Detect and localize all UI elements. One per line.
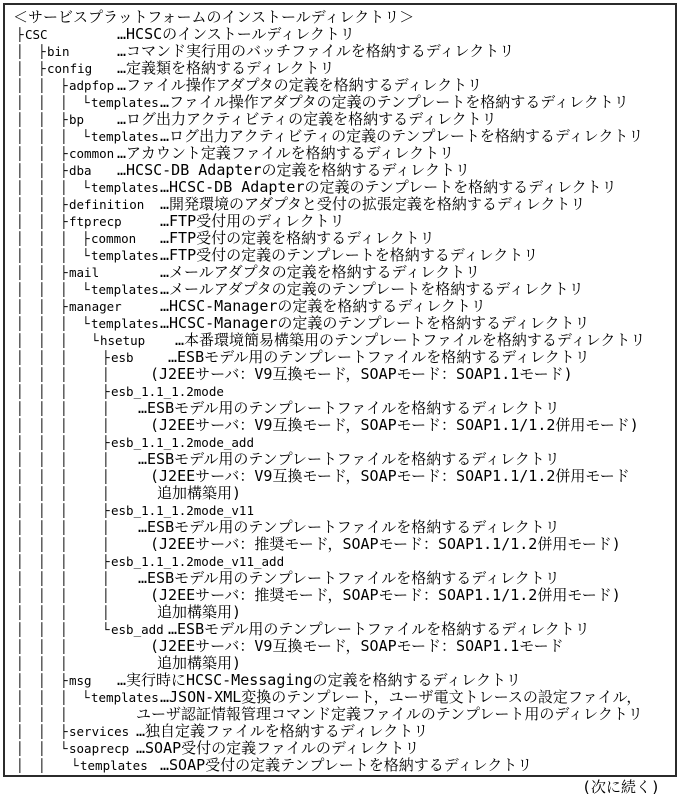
- tree-pipe-icon: │: [60, 690, 68, 705]
- tree-line: [5, 536, 673, 553]
- tree-pipe-icon: │: [38, 248, 46, 263]
- tree-pipe-icon: │: [16, 112, 24, 127]
- tree-pipe-icon: │: [60, 622, 68, 637]
- tree-line: [5, 332, 673, 349]
- directory-description: …HCSC-Managerの定義を格納するディレクトリ: [160, 297, 486, 315]
- tree-pipe-icon: │: [16, 452, 24, 467]
- tree-pipe-icon: │: [38, 741, 46, 756]
- tree-line: [5, 519, 673, 536]
- tree-corner-icon: └: [82, 180, 90, 195]
- directory-description: …本番環境簡易構築用のテンプレートファイルを格納するディレクトリ: [175, 331, 646, 349]
- directory-description: (J2EEサーバ：V9互換モード，SOAPモード：SOAP1.1モード): [150, 365, 573, 383]
- tree-pipe-icon: │: [60, 571, 68, 586]
- tree-pipe-icon: │: [38, 95, 46, 110]
- tree-pipe-icon: │: [102, 605, 110, 620]
- tree-branch-icon: ├: [60, 724, 68, 739]
- tree-pipe-icon: │: [38, 452, 46, 467]
- tree-line: [5, 26, 673, 43]
- page-title: ＜サービスプラットフォームのインストールディレクトリ＞: [13, 8, 415, 26]
- tree-branch-icon: ├: [60, 265, 68, 280]
- directory-name: esb_1.1_1.2mode_add: [111, 435, 254, 450]
- tree-pipe-icon: │: [38, 265, 46, 280]
- directory-description: (J2EEサーバ：推奨モード，SOAPモード：SOAP1.1/1.2併用モード): [150, 586, 621, 604]
- directory-description: …ファイル操作アダプタの定義のテンプレートを格納するディレクトリ: [160, 93, 629, 111]
- tree-line: [5, 604, 673, 621]
- tree-pipe-icon: │: [102, 588, 110, 603]
- tree-pipe-icon: │: [38, 418, 46, 433]
- directory-description: (J2EEサーバ：V9互換モード，SOAPモード：SOAP1.1モード: [150, 637, 564, 655]
- tree-pipe-icon: │: [16, 503, 24, 518]
- directory-description: (J2EEサーバ：推奨モード，SOAPモード：SOAP1.1/1.2併用モード): [150, 535, 621, 553]
- tree-pipe-icon: │: [16, 469, 24, 484]
- directory-description: …HCSC-DB Adapterの定義のテンプレートを格納するディレクトリ: [160, 178, 617, 196]
- tree-pipe-icon: │: [38, 503, 46, 518]
- tree-pipe-icon: │: [38, 707, 46, 722]
- tree-pipe-icon: │: [16, 758, 24, 773]
- tree-pipe-icon: │: [16, 129, 24, 144]
- tree-line: [5, 502, 673, 519]
- tree-line: [5, 400, 673, 417]
- tree-line: [5, 570, 673, 587]
- tree-pipe-icon: │: [38, 639, 46, 654]
- tree-pipe-icon: │: [38, 112, 46, 127]
- tree-branch-icon: ├: [60, 78, 68, 93]
- directory-name: bp: [69, 112, 85, 127]
- tree-pipe-icon: │: [16, 384, 24, 399]
- tree-pipe-icon: │: [60, 452, 68, 467]
- tree-pipe-icon: │: [38, 146, 46, 161]
- tree-pipe-icon: │: [16, 44, 24, 59]
- directory-description: …HCSC-Managerの定義のテンプレートを格納するディレクトリ: [160, 314, 590, 332]
- tree-line: [5, 706, 673, 723]
- directory-description: …独自定義ファイルを格納するディレクトリ: [136, 722, 429, 740]
- directory-name: templates: [91, 690, 159, 705]
- tree-pipe-icon: │: [60, 707, 68, 722]
- tree-pipe-icon: │: [16, 265, 24, 280]
- directory-name: hsetup: [100, 333, 146, 348]
- tree-pipe-icon: │: [16, 299, 24, 314]
- tree-pipe-icon: │: [38, 520, 46, 535]
- directory-description: …ESBモデル用のテンプレートファイルを格納するディレクトリ: [168, 348, 590, 366]
- tree-pipe-icon: │: [60, 520, 68, 535]
- tree-pipe-icon: │: [38, 197, 46, 212]
- directory-name: esb_1.1_1.2mode: [111, 384, 224, 399]
- directory-description: ユーザ認証情報管理コマンド定義ファイルのテンプレート用のディレクトリ: [136, 705, 643, 723]
- tree-line: [5, 145, 673, 162]
- tree-line: [5, 417, 673, 434]
- directory-description: …HCSC-DB Adapterの定義を格納するディレクトリ: [117, 161, 470, 179]
- directory-name: mail: [69, 265, 100, 280]
- directory-name: esb_1.1_1.2mode_v11_add: [111, 554, 285, 569]
- tree-pipe-icon: │: [38, 401, 46, 416]
- tree-pipe-icon: │: [38, 690, 46, 705]
- tree-pipe-icon: │: [16, 741, 24, 756]
- directory-description: …HCSCのインストールディレクトリ: [117, 25, 355, 43]
- tree-corner-icon: └: [102, 622, 110, 637]
- directory-name: manager: [69, 299, 122, 314]
- tree-pipe-icon: │: [16, 248, 24, 263]
- directory-description: …FTP受付の定義のテンプレートを格納するディレクトリ: [160, 246, 539, 264]
- tree-branch-icon: ├: [102, 435, 110, 450]
- tree-branch-icon: ├: [60, 214, 68, 229]
- tree-pipe-icon: │: [16, 367, 24, 382]
- directory-description: …SOAP受付の定義ファイルのディレクトリ: [136, 739, 420, 757]
- directory-description: (J2EEサーバ：V9互換モード，SOAPモード：SOAP1.1/1.2併用モード: [150, 467, 630, 485]
- tree-branch-icon: ├: [102, 554, 110, 569]
- tree-pipe-icon: │: [38, 622, 46, 637]
- tree-pipe-icon: │: [102, 520, 110, 535]
- tree-line: [5, 162, 673, 179]
- tree-line: [5, 43, 673, 60]
- tree-pipe-icon: │: [16, 282, 24, 297]
- tree-line: [5, 349, 673, 366]
- tree-pipe-icon: │: [16, 197, 24, 212]
- directory-description: …JSON-XML変換のテンプレート，ユーザ電文トレースの設定ファイル，: [160, 688, 642, 706]
- directory-description: …定義類を格納するディレクトリ: [117, 59, 335, 77]
- tree-pipe-icon: │: [16, 435, 24, 450]
- tree-pipe-icon: │: [60, 248, 68, 263]
- tree-branch-icon: ├: [60, 197, 68, 212]
- tree-line: [5, 740, 673, 757]
- tree-branch-icon: ├: [60, 163, 68, 178]
- tree-pipe-icon: │: [38, 435, 46, 450]
- directory-name: config: [47, 61, 93, 76]
- tree-pipe-icon: │: [16, 350, 24, 365]
- tree-line: [5, 366, 673, 383]
- directory-name: esb_add: [111, 622, 164, 637]
- tree-line: [5, 128, 673, 145]
- tree-pipe-icon: │: [16, 316, 24, 331]
- tree-corner-icon: └: [82, 316, 90, 331]
- tree-branch-icon: ├: [60, 112, 68, 127]
- tree-pipe-icon: │: [16, 61, 24, 76]
- tree-line: [5, 689, 673, 706]
- tree-branch-icon: ├: [102, 384, 110, 399]
- tree-branch-icon: ├: [82, 231, 90, 246]
- tree-pipe-icon: │: [60, 503, 68, 518]
- tree-pipe-icon: │: [60, 639, 68, 654]
- directory-description: …コマンド実行用のバッチファイルを格納するディレクトリ: [117, 42, 515, 60]
- tree-pipe-icon: │: [38, 231, 46, 246]
- directory-name: esb: [111, 350, 134, 365]
- tree-pipe-icon: │: [38, 78, 46, 93]
- tree-line: [5, 298, 673, 315]
- directory-description: …メールアダプタの定義のテンプレートを格納するディレクトリ: [160, 280, 584, 298]
- directory-name: bin: [47, 44, 70, 59]
- directory-description: …SOAP受付の定義テンプレートを格納するディレクトリ: [160, 756, 533, 774]
- directory-description: …開発環境のアダプタと受付の拡張定義を格納するディレクトリ: [160, 195, 586, 213]
- tree-line: [5, 213, 673, 230]
- tree-pipe-icon: │: [38, 333, 46, 348]
- directory-description: …ESBモデル用のテンプレートファイルを格納するディレクトリ: [138, 518, 560, 536]
- tree-pipe-icon: │: [60, 316, 68, 331]
- tree-corner-icon: └: [60, 741, 68, 756]
- tree-pipe-icon: │: [16, 401, 24, 416]
- tree-corner-icon: └: [82, 690, 90, 705]
- tree-pipe-icon: │: [60, 554, 68, 569]
- directory-name: soaprecp: [69, 741, 130, 756]
- directory-name: dba: [69, 163, 92, 178]
- tree-pipe-icon: │: [102, 367, 110, 382]
- directory-description: …FTP受付の定義を格納するディレクトリ: [160, 229, 435, 247]
- tree-pipe-icon: │: [60, 231, 68, 246]
- directory-description: …ESBモデル用のテンプレートファイルを格納するディレクトリ: [168, 620, 590, 638]
- tree-line: [5, 655, 673, 672]
- directory-description: 追加構築用): [157, 484, 242, 502]
- tree-pipe-icon: │: [38, 214, 46, 229]
- tree-pipe-icon: │: [60, 537, 68, 552]
- tree-line: [5, 553, 673, 570]
- tree-branch-icon: ├: [60, 673, 68, 688]
- tree-pipe-icon: │: [16, 571, 24, 586]
- tree-pipe-icon: │: [38, 605, 46, 620]
- tree-pipe-icon: │: [38, 588, 46, 603]
- directory-description: …ESBモデル用のテンプレートファイルを格納するディレクトリ: [138, 450, 560, 468]
- tree-pipe-icon: │: [38, 163, 46, 178]
- tree-line: [5, 230, 673, 247]
- tree-pipe-icon: │: [38, 350, 46, 365]
- tree-line: [5, 196, 673, 213]
- tree-line: [5, 672, 673, 689]
- tree-pipe-icon: │: [102, 537, 110, 552]
- tree-line: [5, 179, 673, 196]
- tree-pipe-icon: │: [16, 673, 24, 688]
- tree-pipe-icon: │: [60, 401, 68, 416]
- tree-line: [5, 264, 673, 281]
- tree-pipe-icon: │: [16, 95, 24, 110]
- tree-pipe-icon: │: [60, 95, 68, 110]
- tree-line: [5, 468, 673, 485]
- tree-pipe-icon: │: [102, 401, 110, 416]
- tree-pipe-icon: │: [38, 367, 46, 382]
- tree-pipe-icon: │: [16, 690, 24, 705]
- tree-line: [5, 315, 673, 332]
- directory-description: …ESBモデル用のテンプレートファイルを格納するディレクトリ: [138, 399, 560, 417]
- tree-pipe-icon: │: [16, 333, 24, 348]
- tree-branch-icon: ├: [102, 503, 110, 518]
- tree-line: [5, 94, 673, 111]
- tree-pipe-icon: │: [60, 588, 68, 603]
- tree-pipe-icon: │: [16, 554, 24, 569]
- tree-pipe-icon: │: [38, 724, 46, 739]
- tree-line: [5, 111, 673, 128]
- directory-description: …ファイル操作アダプタの定義を格納するディレクトリ: [117, 76, 483, 94]
- directory-name: ftprecp: [69, 214, 122, 229]
- directory-name: common: [91, 231, 137, 246]
- tree-pipe-icon: │: [102, 418, 110, 433]
- tree-corner-icon: └: [91, 333, 99, 348]
- continued-next-note: (次に続く): [581, 778, 660, 796]
- tree-pipe-icon: │: [38, 469, 46, 484]
- directory-name: templates: [91, 248, 159, 263]
- directory-name: services: [69, 724, 130, 739]
- tree-pipe-icon: │: [102, 469, 110, 484]
- directory-description: …ログ出力アクティビティの定義を格納するディレクトリ: [117, 110, 497, 128]
- directory-description: …アカウント定義ファイルを格納するディレクトリ: [117, 144, 455, 162]
- tree-branch-icon: ├: [102, 350, 110, 365]
- tree-pipe-icon: │: [102, 571, 110, 586]
- tree-pipe-icon: │: [60, 129, 68, 144]
- tree-line: [5, 587, 673, 604]
- tree-pipe-icon: │: [16, 231, 24, 246]
- tree-pipe-icon: │: [16, 639, 24, 654]
- tree-pipe-icon: │: [60, 656, 68, 671]
- tree-pipe-icon: │: [38, 316, 46, 331]
- directory-description: …ESBモデル用のテンプレートファイルを格納するディレクトリ: [138, 569, 560, 587]
- tree-pipe-icon: │: [16, 605, 24, 620]
- tree-pipe-icon: │: [38, 486, 46, 501]
- directory-name: templates: [91, 129, 159, 144]
- tree-branch-icon: ├: [16, 27, 24, 42]
- directory-name: templates: [91, 282, 159, 297]
- tree-pipe-icon: │: [102, 452, 110, 467]
- tree-pipe-icon: │: [16, 520, 24, 535]
- tree-pipe-icon: │: [60, 486, 68, 501]
- tree-pipe-icon: │: [60, 469, 68, 484]
- tree-pipe-icon: │: [38, 299, 46, 314]
- tree-corner-icon: └: [82, 129, 90, 144]
- tree-pipe-icon: │: [16, 537, 24, 552]
- tree-pipe-icon: │: [60, 333, 68, 348]
- directory-name: esb_1.1_1.2mode_v11: [111, 503, 254, 518]
- tree-pipe-icon: │: [60, 367, 68, 382]
- directory-description: 追加構築用): [157, 603, 242, 621]
- tree-corner-icon: └: [82, 248, 90, 263]
- directory-description: …ログ出力アクティビティの定義のテンプレートを格納するディレクトリ: [160, 127, 644, 145]
- tree-pipe-icon: │: [38, 180, 46, 195]
- directory-description: (J2EEサーバ：V9互換モード，SOAPモード：SOAP1.1/1.2併用モード): [150, 416, 639, 434]
- directory-name: msg: [69, 673, 92, 688]
- tree-line: [5, 723, 673, 740]
- tree-pipe-icon: │: [16, 146, 24, 161]
- tree-line: [5, 621, 673, 638]
- tree-pipe-icon: │: [102, 486, 110, 501]
- directory-tree-panel: [3, 3, 677, 777]
- directory-name: templates: [91, 180, 159, 195]
- directory-name: common: [69, 146, 115, 161]
- tree-pipe-icon: │: [60, 435, 68, 450]
- tree-pipe-icon: │: [60, 282, 68, 297]
- tree-line: [5, 434, 673, 451]
- tree-corner-icon: └: [82, 95, 90, 110]
- directory-description: …FTP受付用のディレクトリ: [160, 212, 345, 230]
- tree-branch-icon: ├: [60, 146, 68, 161]
- tree-pipe-icon: │: [16, 486, 24, 501]
- tree-pipe-icon: │: [60, 350, 68, 365]
- tree-pipe-icon: │: [60, 418, 68, 433]
- tree-pipe-icon: │: [38, 384, 46, 399]
- tree-pipe-icon: │: [38, 656, 46, 671]
- tree-corner-icon: └: [82, 282, 90, 297]
- tree-line: [5, 485, 673, 502]
- tree-line: [5, 60, 673, 77]
- tree-line: [5, 77, 673, 94]
- tree-line: [5, 247, 673, 264]
- directory-name: templates: [91, 95, 159, 110]
- tree-branch-icon: ├: [38, 61, 46, 76]
- tree-pipe-icon: │: [16, 724, 24, 739]
- directory-description: 追加構築用): [157, 654, 242, 672]
- tree-line: [5, 383, 673, 400]
- tree-pipe-icon: │: [16, 707, 24, 722]
- tree-pipe-icon: │: [16, 78, 24, 93]
- tree-branch-icon: ├: [60, 299, 68, 314]
- tree-pipe-icon: │: [38, 758, 46, 773]
- tree-pipe-icon: │: [16, 180, 24, 195]
- directory-name: definition: [69, 197, 145, 212]
- tree-line: [5, 451, 673, 468]
- tree-pipe-icon: │: [16, 214, 24, 229]
- tree-pipe-icon: │: [16, 656, 24, 671]
- tree-pipe-icon: │: [16, 163, 24, 178]
- directory-name: templates: [91, 316, 159, 331]
- tree-pipe-icon: │: [60, 605, 68, 620]
- directory-name: adpfop: [69, 78, 115, 93]
- tree-pipe-icon: │: [38, 282, 46, 297]
- tree-pipe-icon: │: [16, 622, 24, 637]
- tree-pipe-icon: │: [38, 537, 46, 552]
- directory-description: …実行時にHCSC-Messagingの定義を格納するディレクトリ: [117, 671, 521, 689]
- tree-pipe-icon: │: [38, 673, 46, 688]
- tree-corner-icon: └: [71, 758, 79, 773]
- directory-name: templates: [80, 758, 148, 773]
- directory-name: CSC: [25, 27, 48, 42]
- tree-line: [5, 757, 673, 774]
- tree-pipe-icon: │: [38, 571, 46, 586]
- directory-description: …メールアダプタの定義を格納するディレクトリ: [160, 263, 481, 281]
- tree-pipe-icon: │: [38, 129, 46, 144]
- tree-pipe-icon: │: [16, 418, 24, 433]
- tree-pipe-icon: │: [16, 588, 24, 603]
- tree-pipe-icon: │: [60, 384, 68, 399]
- tree-branch-icon: ├: [38, 44, 46, 59]
- tree-line: [5, 638, 673, 655]
- tree-pipe-icon: │: [60, 180, 68, 195]
- tree-pipe-icon: │: [38, 554, 46, 569]
- tree-line: [5, 281, 673, 298]
